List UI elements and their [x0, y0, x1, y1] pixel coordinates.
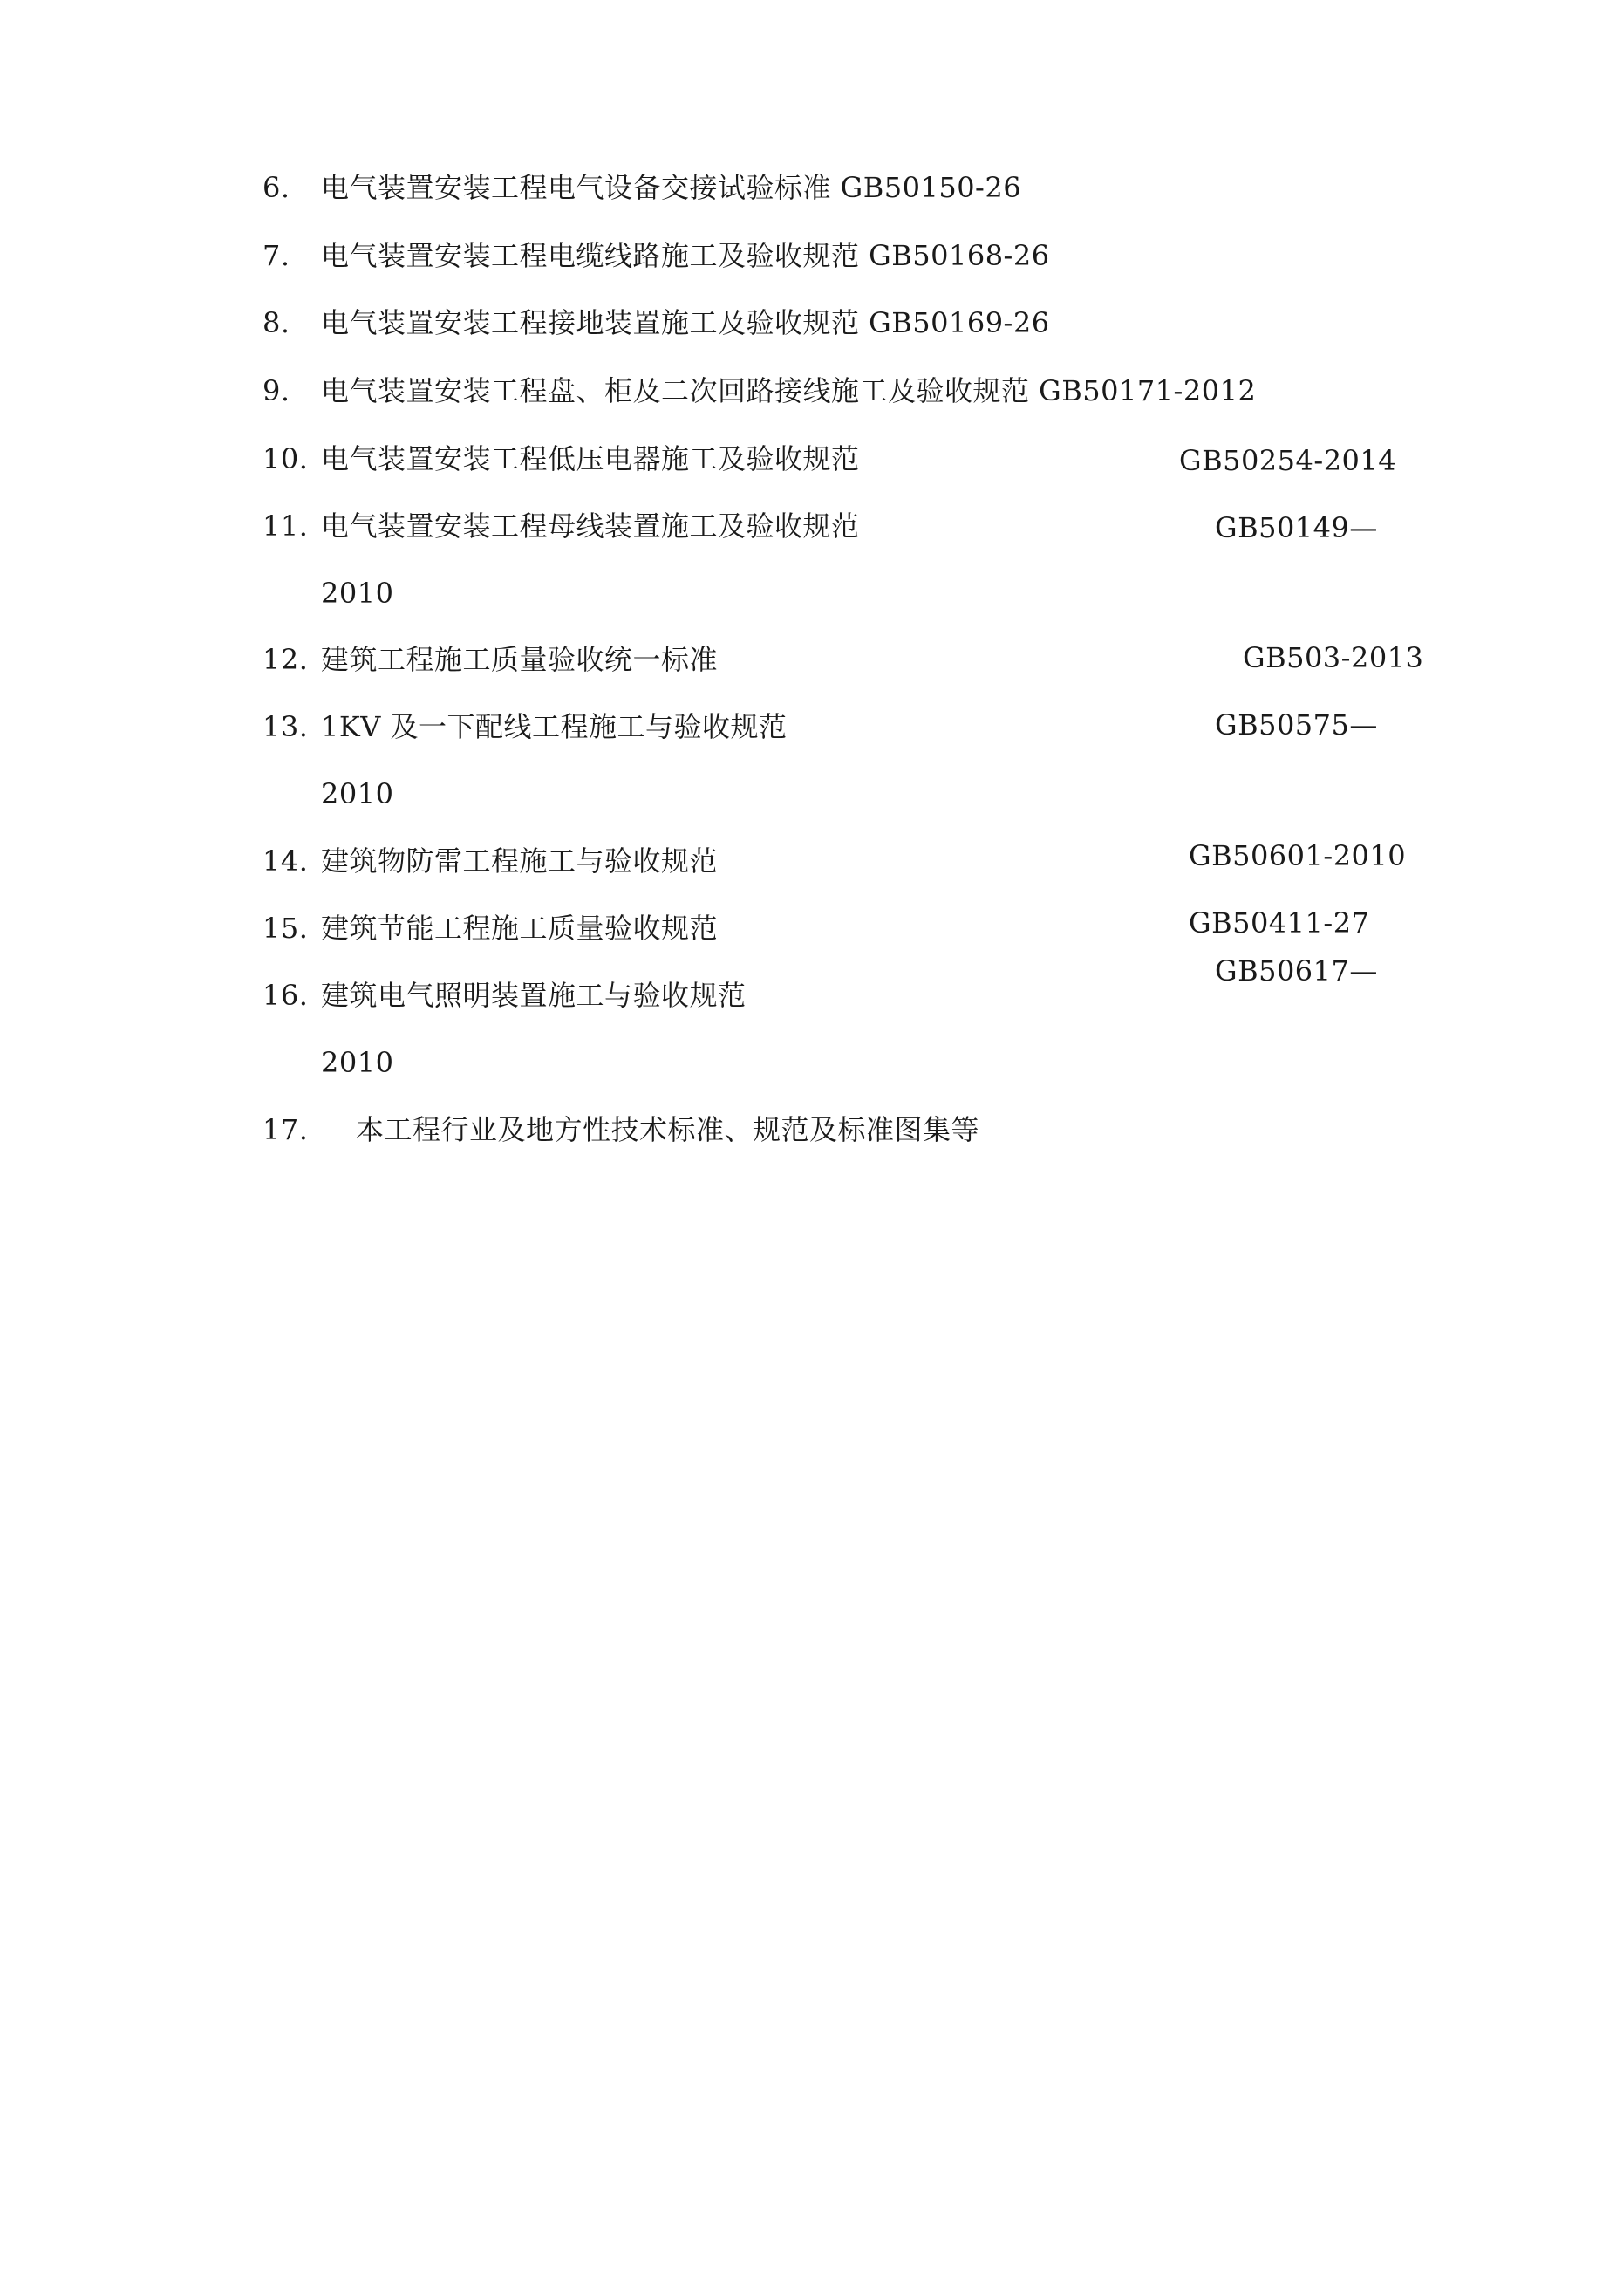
- item-code: GB50149—: [1215, 511, 1378, 544]
- item-number: 9.: [263, 374, 290, 407]
- item-text: 1KV 及一下配线工程施工与验收规范: [321, 710, 788, 743]
- item-code: GB50254-2014: [1179, 444, 1397, 477]
- item-text: 电气装置安装工程电气设备交接试验标准 GB50150-26: [321, 171, 1022, 204]
- item-text: 电气装置安装工程母线装置施工及验收规范: [321, 509, 860, 543]
- item-number: 16.: [263, 979, 309, 1012]
- item-code: GB50575—: [1215, 708, 1378, 741]
- item-number: 7.: [263, 239, 290, 272]
- item-text: 本工程行业及地方性技术标准、规范及标准图集等: [356, 1113, 980, 1146]
- item-text: 建筑节能工程施工质量验收规范: [321, 912, 719, 945]
- item-number: 14.: [263, 844, 309, 878]
- item-text: 建筑工程施工质量验收统一标准: [321, 643, 719, 676]
- item-number: 13.: [263, 710, 309, 743]
- item-text: 电气装置安装工程低压电器施工及验收规范: [321, 442, 860, 475]
- item-code: GB50601-2010: [1189, 839, 1407, 872]
- item-code-continuation: 2010: [321, 1046, 394, 1079]
- item-code-clipped: [1215, 954, 1378, 987]
- item-code-continuation: 2010: [321, 577, 394, 610]
- item-code: GB503-2013: [1243, 641, 1424, 674]
- item-number: 11.: [263, 509, 309, 543]
- item-text: 电气装置安装工程接地装置施工及验收规范 GB50169-26: [321, 306, 1050, 339]
- item-number: 17.: [263, 1113, 309, 1146]
- item-text: 建筑电气照明装置施工与验收规范: [321, 979, 747, 1012]
- item-code-continuation: 2010: [321, 777, 394, 810]
- item-code: GB50617—: [1215, 954, 1378, 987]
- item-number: 10.: [263, 442, 309, 475]
- item-number: 15.: [263, 912, 309, 945]
- item-code: GB50411-27: [1189, 906, 1370, 940]
- item-text: 建筑物防雷工程施工与验收规范: [321, 844, 719, 878]
- item-number: 12.: [263, 643, 309, 676]
- item-number: 6.: [263, 171, 290, 204]
- item-text: 电气装置安装工程盘、柜及二次回路接线施工及验收规范 GB50171-2012: [321, 374, 1257, 407]
- item-number: 8.: [263, 306, 290, 339]
- item-text: 电气装置安装工程电缆线路施工及验收规范 GB50168-26: [321, 239, 1050, 272]
